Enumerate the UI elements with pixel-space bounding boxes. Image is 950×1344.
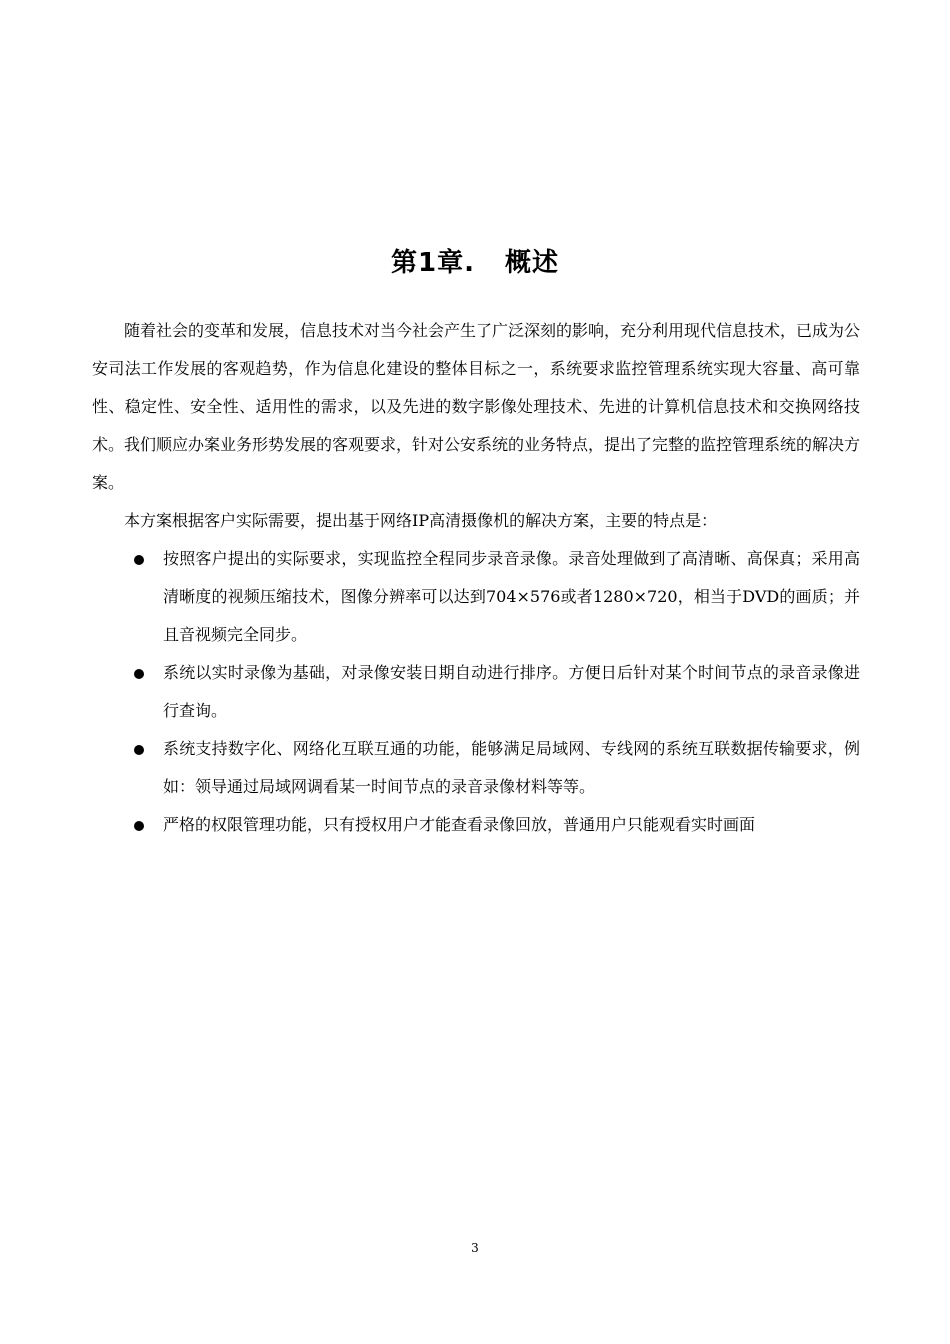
list-item (92, 540, 860, 654)
list-item-text: 按照客户提出的实际要求，实现监控全程同步录音录像。录音处理做到了高清晰、高保真；采用高清晰度的视频压缩技术，图像分辨率可以达到704×576或者1280×720，相当于DVD的画质；并且音视频完全同步。 (163, 549, 860, 644)
bullet-dot-icon (134, 555, 144, 565)
scheme-paragraph: 本方案根据客户实际需要，提出基于网络IP高清摄像机的解决方案，主要的特点是： (124, 511, 718, 530)
list-item-text: 严格的权限管理功能，只有授权用户才能查看录像回放，普通用户只能观看实时画面 (163, 815, 756, 834)
list-item (92, 654, 860, 730)
list-item (92, 730, 860, 806)
chapter-title: 概述 (504, 248, 559, 278)
chapter-heading (0, 243, 950, 283)
bullet-dot-icon (134, 745, 144, 755)
list-item-text: 系统以实时录像为基础，对录像安装日期自动进行排序。方便日后针对某个时间节点的录音录像进行查询。 (163, 663, 860, 720)
intro-paragraph: 随着社会的变革和发展，信息技术对当今社会产生了广泛深刻的影响，充分利用现代信息技术，已成为公安司法工作发展的客观趋势，作为信息化建设的整体目标之一，系统要求监控管理系统实现大容量、高可靠性、稳定性、安全性、适用性的需求，以及先进的数字影像处理技术、先进的计算机信息技术和交换网络技术。我们顺应办案业务形势发展的客观要求，针对公安系统的业务特点，提出了完整的监控管理系统的解决方案。 (92, 321, 861, 492)
chapter-number: 第1章. (391, 248, 475, 278)
bullet-dot-icon (134, 821, 144, 831)
feature-list (92, 540, 860, 844)
bullet-dot-icon (134, 669, 144, 679)
list-item-text: 系统支持数字化、网络化互联互通的功能，能够满足局域网、专线网的系统互联数据传输要求，例如：领导通过局域网调看某一时间节点的录音录像材料等等。 (163, 739, 860, 796)
list-item (92, 806, 860, 844)
page-number: 3 (471, 1241, 479, 1255)
body-text (92, 312, 860, 844)
